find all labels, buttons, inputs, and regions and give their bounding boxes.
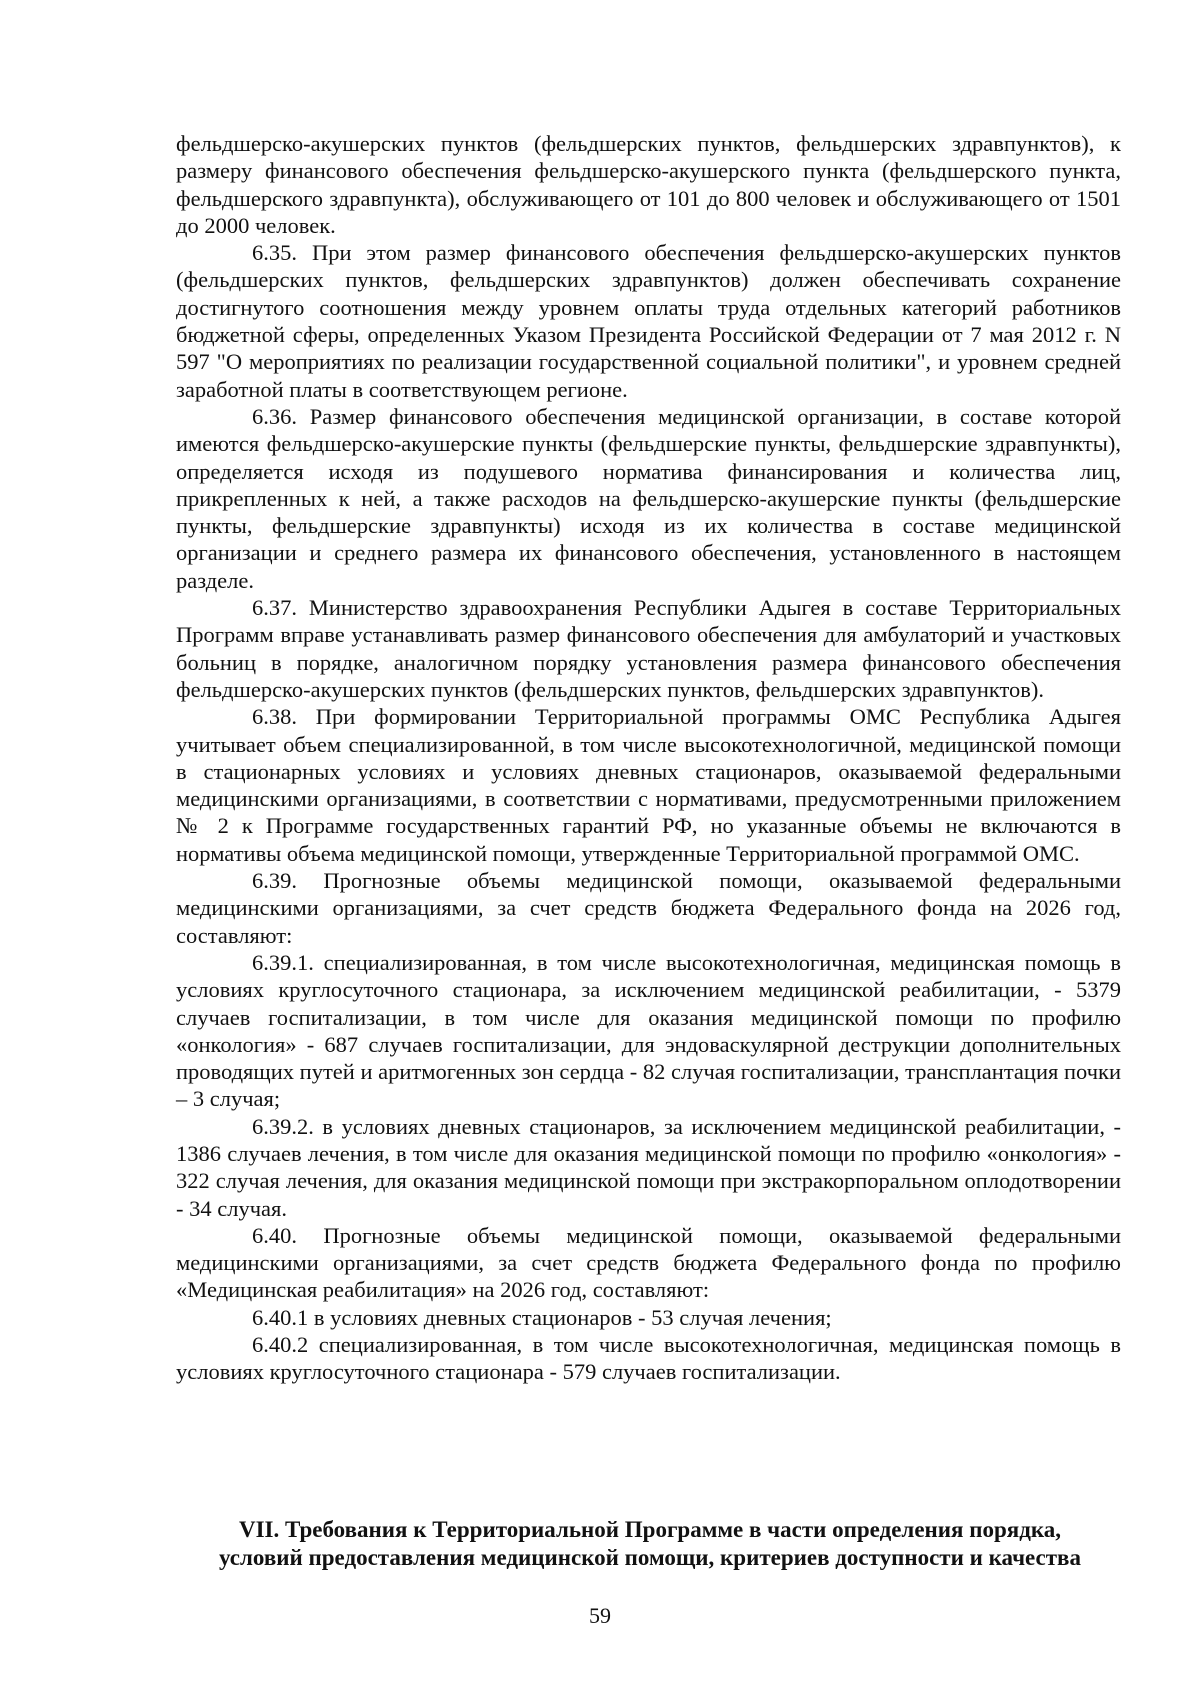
paragraph-continuation: фельдшерско-акушерских пунктов (фельдшерских пунктов, фельдшерских здравпунктов), к размеру финансового обеспечения фельдшерско-акушерского пункта (фельдшерского пункта, фельдшерского здравпункта), обслуживающего от 101 до 800 человек и обслуживающего от 1501 до 2000 человек. <box>176 131 1121 238</box>
paragraph-6-35: 6.35. При этом размер финансового обеспечения фельдшерско-акушерских пунктов (фельдшерских пунктов, фельдшерских здравпунктов) должен обеспечивать сохранение достигнутого соотношения между уровнем оплаты труда отдельных категорий работников бюджетной сферы, определенных Указом Президента Российской Федерации от 7 мая 2012 г. N 597 "О мероприятиях по реализации государственной социальной политики", и уровнем средней заработной платы в соответствующем регионе. <box>176 240 1121 402</box>
paragraph-6-39: 6.39. Прогнозные объемы медицинской помощи, оказываемой федеральными медицинскими организациями, за счет средств бюджета Федерального фонда на 2026 год, составляют: <box>176 868 1121 948</box>
section-heading <box>160 1516 1140 1572</box>
paragraph-6-39-1: 6.39.1. специализированная, в том числе высокотехнологичная, медицинская помощь в условиях круглосуточного стационара, за исключением медицинской реабилитации, - 5379 случаев госпитализации, в том числе для оказания медицинской помощи по профилю «онкология» - 687 случаев госпитализации, для эндоваскулярной деструкции дополнительных проводящих путей и аритмогенных зон сердца - 82 случая госпитализации, трансплантация почки – 3 случая; <box>176 949 1121 1112</box>
paragraph-6-36: 6.36. Размер финансового обеспечения медицинской организации, в составе которой имеются фельдшерско-акушерские пункты (фельдшерские пункты, фельдшерские здравпункты), определяется исходя из подушевого норматива финансирования и количества лиц, прикрепленных к ней, а также расходов на фельдшерско-акушерские пункты (фельдшерские пункты, фельдшерские здравпункты) исходя из их количества в составе медицинской организации и среднего размера их финансового обеспечения, установленного в настоящем разделе. <box>176 403 1121 593</box>
body-text <box>176 130 1121 1386</box>
paragraph-6-40-2: 6.40.2 специализированная, в том числе высокотехнологичная, медицинская помощь в условиях круглосуточного стационара - 579 случаев госпитализации. <box>176 1332 1121 1385</box>
section-heading-line-1: VII. Требования к Территориальной Программе в части определения порядка, <box>238 1517 1062 1542</box>
page-number: 59 <box>589 1603 611 1628</box>
paragraph-6-39-2: 6.39.2. в условиях дневных стационаров, за исключением медицинской реабилитации, - 1386 случаев лечения, в том числе для оказания медицинской помощи по профилю «онкология» - 322 случая лечения, для оказания медицинской помощи при экстракорпоральном оплодотворении - 34 случая. <box>176 1113 1121 1221</box>
section-heading-line-2: условий предоставления медицинской помощи, критериев доступности и качества <box>219 1545 1081 1570</box>
paragraph-6-40-1: 6.40.1 в условиях дневных стационаров - 53 случая лечения; <box>252 1304 832 1330</box>
paragraph-6-37: 6.37. Министерство здравоохранения Республики Адыгея в составе Территориальных Программ вправе устанавливать размер финансового обеспечения для амбулаторий и участковых больниц в порядке, аналогичном порядку установления размера финансового обеспечения фельдшерско-акушерских пунктов (фельдшерских пунктов, фельдшерских здравпунктов). <box>176 595 1121 702</box>
paragraph-6-38: 6.38. При формировании Территориальной программы ОМС Республика Адыгея учитывает объем специализированной, в том числе высокотехнологичной, медицинской помощи в стационарных условиях и условиях дневных стационаров, оказываемой федеральными медицинскими организациями, в соответствии с нормативами, предусмотренными приложением № 2 к Программе государственных гарантий РФ, но указанные объемы не включаются в нормативы объема медицинской помощи, утвержденные Территориальной программой ОМС. <box>176 704 1121 866</box>
paragraph-6-40: 6.40. Прогнозные объемы медицинской помощи, оказываемой федеральными медицинскими организациями, за счет средств бюджета Федерального фонда по профилю «Медицинская реабилитация» на 2026 год, составляют: <box>176 1222 1121 1303</box>
